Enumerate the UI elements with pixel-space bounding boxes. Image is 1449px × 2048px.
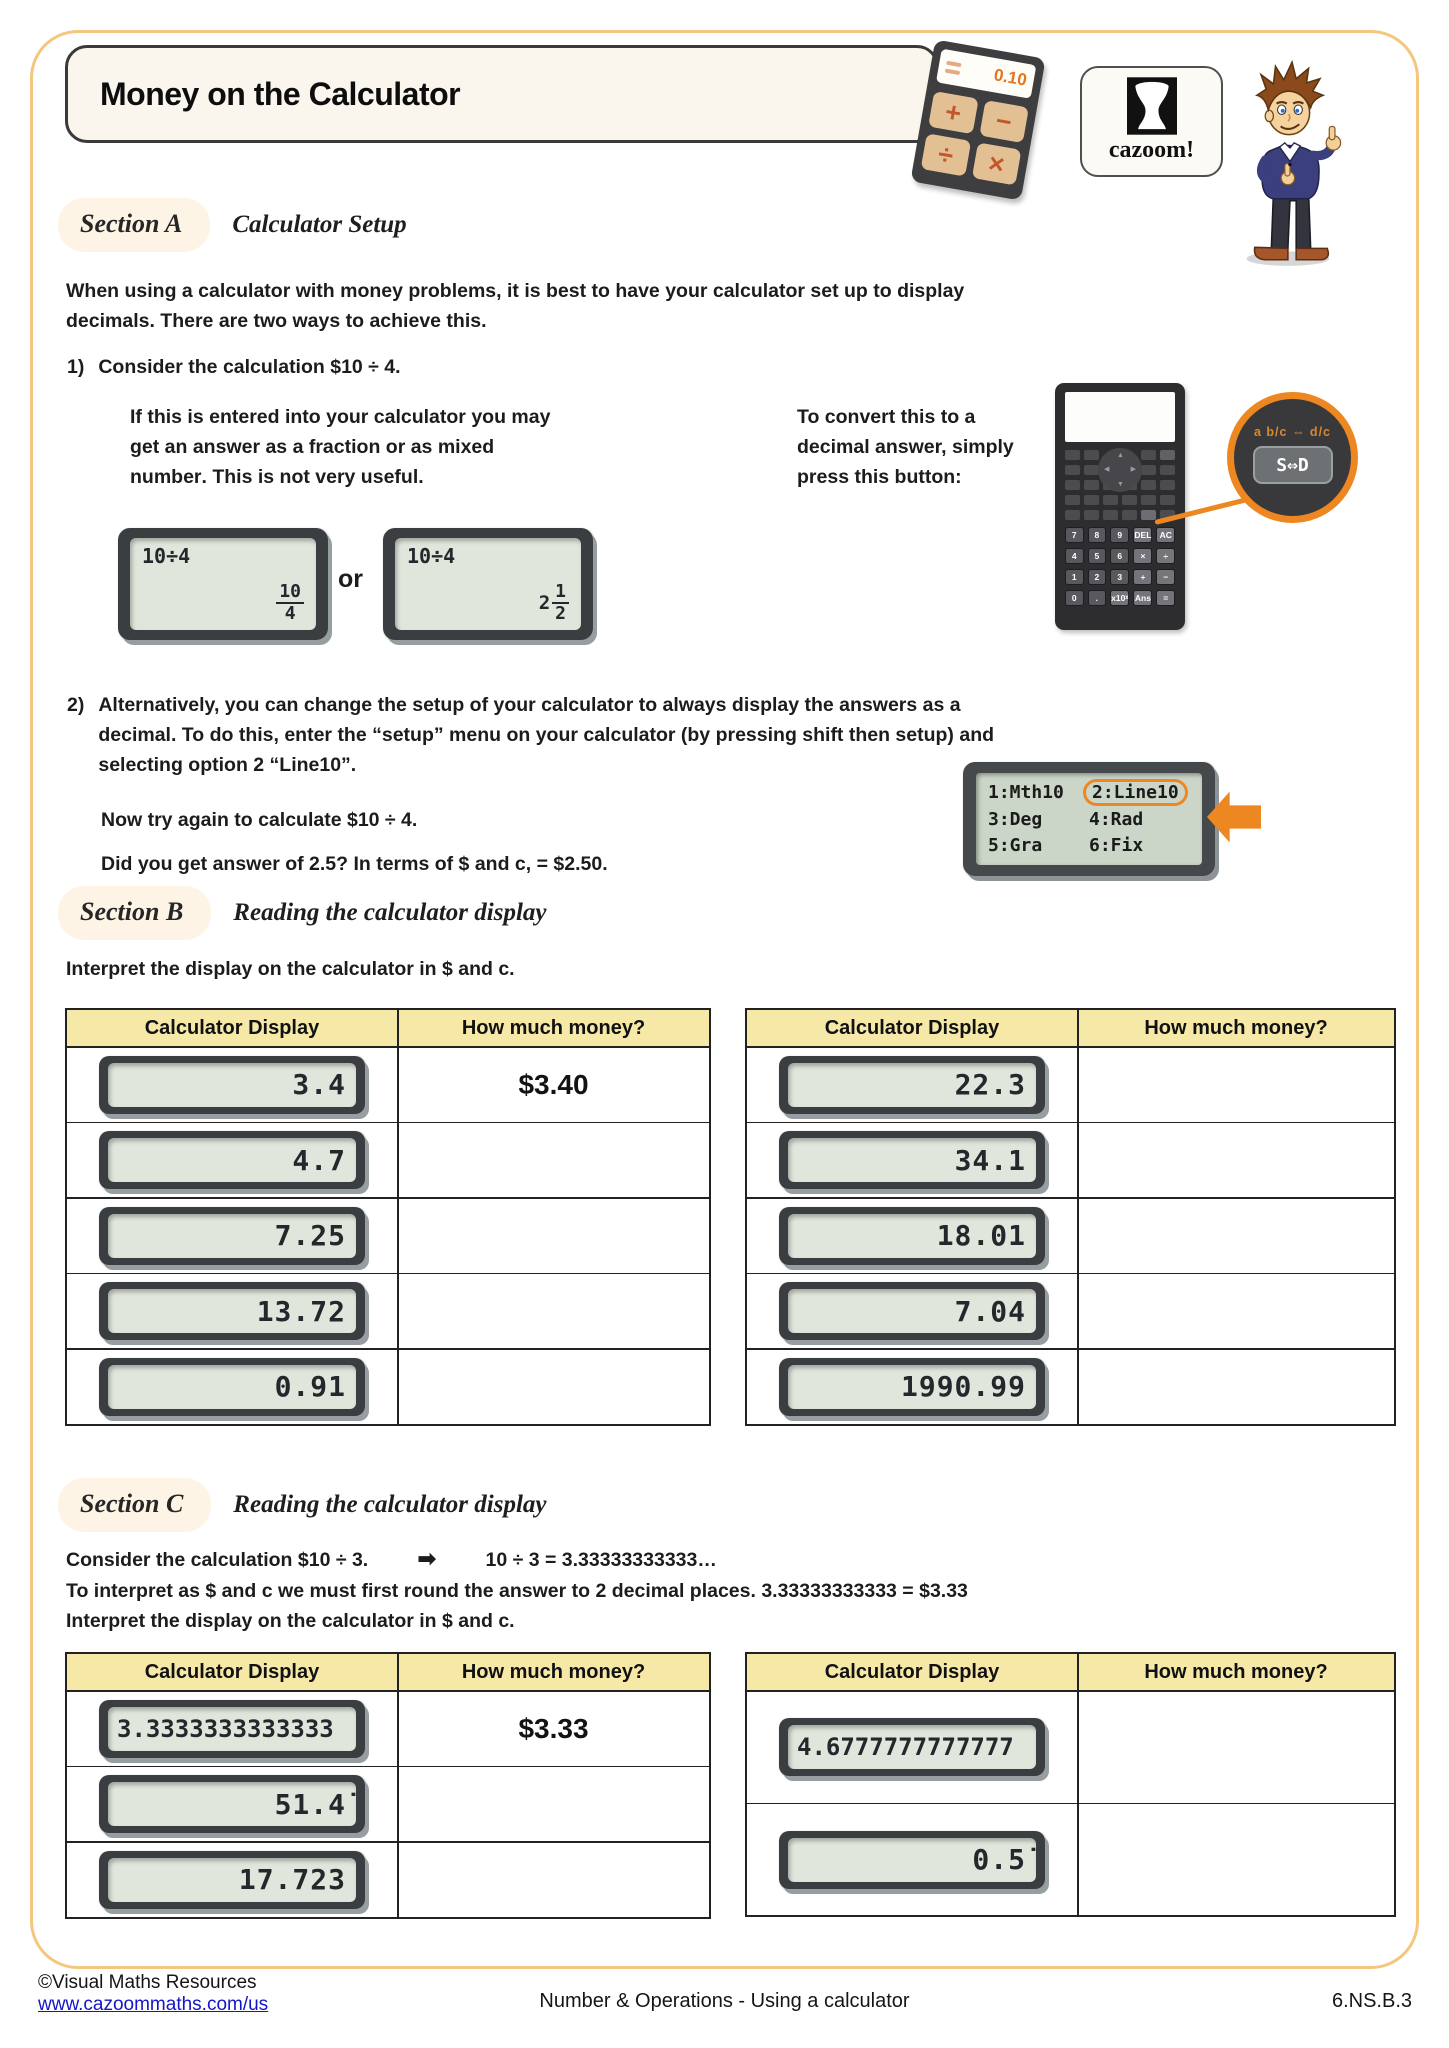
column-header-display: Calculator Display <box>747 1010 1077 1046</box>
calculator-display <box>99 1775 365 1833</box>
section-b-heading: Reading the calculator display <box>233 899 547 926</box>
answer-cell[interactable] <box>1079 1804 1394 1915</box>
section-a-label: Section A <box>58 198 210 252</box>
footer-url-link[interactable]: www.cazoommaths.com/us <box>38 1994 269 2015</box>
menu-item-rad: 4:Rad <box>1089 808 1144 830</box>
answer-cell[interactable] <box>399 1274 709 1348</box>
dpad: ▲ ▼ ◀ ▶ <box>1098 448 1142 492</box>
item-2-line2: Now try again to calculate $10 ÷ 4. <box>101 808 418 831</box>
item-1-body-text: . This is not very useful. <box>201 466 424 489</box>
setup-menu-screen <box>976 773 1202 865</box>
c-line1-result: 10 ÷ 3 = 3.33333333333… <box>485 1549 717 1571</box>
answer-cell[interactable] <box>399 1767 709 1841</box>
calculator-display-fraction <box>118 528 328 640</box>
item-1-body-text: If this is entered into your calculator you may get an answer as a <box>130 406 551 459</box>
divide-key-icon: ÷ <box>921 133 971 176</box>
calculator-display <box>779 1358 1045 1416</box>
display-value: 0.5̇ <box>972 1843 1026 1876</box>
display-value: 3.3333333333333 <box>117 1714 334 1743</box>
calculator-display <box>779 1131 1045 1189</box>
bold-word-fraction: fraction <box>308 436 381 459</box>
calculator-icon-screen <box>936 49 1036 99</box>
section-c-line2: To interpret as $ and c we must first round the answer to 2 decimal places. 3.33333333333 = $3.33 <box>66 1580 968 1603</box>
display-value: 51.4̇ <box>274 1787 346 1821</box>
calculator-display <box>99 1851 365 1909</box>
section-b-label: Section B <box>58 886 211 940</box>
calculator-display <box>99 1207 365 1265</box>
section-c-text <box>66 1542 1396 1637</box>
display-value: 0.91 <box>274 1370 346 1403</box>
key-minus: − <box>1156 569 1175 585</box>
answer-cell[interactable] <box>399 1048 709 1122</box>
logo-text: cazoom! <box>1108 137 1195 163</box>
display-mixed-result <box>407 582 569 624</box>
sd-button: S⇔D <box>1253 446 1333 484</box>
key-equals: = <box>1156 590 1175 606</box>
calculator-display <box>779 1056 1045 1114</box>
item-2-number: 2) <box>67 694 85 716</box>
key-5: 5 <box>1088 548 1107 564</box>
key-4: 4 <box>1065 548 1084 564</box>
item-1 <box>67 352 401 382</box>
section-a-header <box>58 198 407 252</box>
item-1-body-text: or as <box>380 436 438 459</box>
key-9: 9 <box>1110 527 1129 543</box>
key-ans: Ans <box>1133 590 1152 606</box>
section-c-right-table <box>745 1652 1396 1917</box>
key-del: DEL <box>1133 527 1152 543</box>
key-decimal: . <box>1088 590 1107 606</box>
section-a-intro: When using a calculator with money problems, it is best to have your calculator set up to display decimals. There are two ways to achieve this. <box>66 280 965 333</box>
answer-cell[interactable] <box>399 1843 709 1917</box>
key-1: 1 <box>1065 569 1084 585</box>
section-b-header <box>58 886 547 940</box>
denominator: 2 <box>555 603 566 625</box>
section-c-heading: Reading the calculator display <box>233 1491 547 1518</box>
mascot-boy <box>1232 56 1350 268</box>
footer-copyright: ©Visual Maths Resources <box>38 1972 257 1993</box>
calculator-display <box>779 1831 1045 1889</box>
key-6: 6 <box>1110 548 1129 564</box>
section-b-left-table <box>65 1008 711 1426</box>
column-header-money: How much money? <box>1079 1010 1394 1046</box>
calculator-display <box>99 1358 365 1416</box>
key-8: 8 <box>1088 527 1107 543</box>
answer-cell[interactable] <box>399 1692 709 1766</box>
money-answer: $3.33 <box>518 1712 589 1744</box>
item-2-text: Alternatively, you can change the setup of your calculator to always display the answers as a decimal. To do this, enter the “setup” menu on your calculator (by pressing shift then setup) and selecting option 2 “Line10”. <box>98 694 995 777</box>
section-c-left-table <box>65 1652 711 1919</box>
key-exp: x10ˣ <box>1110 590 1129 606</box>
money-answer: $3.40 <box>518 1068 589 1100</box>
display-value: 7.04 <box>954 1294 1026 1328</box>
answer-cell[interactable] <box>1079 1274 1394 1348</box>
display-value: 4.7 <box>292 1143 346 1177</box>
column-header-display: Calculator Display <box>747 1654 1077 1690</box>
drum-logo-icon <box>1127 77 1177 135</box>
calculator-display <box>99 1282 365 1340</box>
key-2: 2 <box>1088 569 1107 585</box>
calculator-display <box>99 1056 365 1114</box>
footer-standard-code: 6.NS.B.3 <box>1331 1990 1412 2012</box>
answer-cell[interactable] <box>1079 1692 1394 1803</box>
function-keys <box>1065 450 1175 520</box>
column-header-money: How much money? <box>1079 1654 1394 1690</box>
display-value: 13.72 <box>256 1294 346 1328</box>
footer-center: Number & Operations - Using a calculator <box>539 1990 910 2012</box>
section-b-right-table <box>745 1008 1396 1426</box>
whole-number: 2 <box>538 592 551 615</box>
section-c-line3: Interpret the display on the calculator in $ and c. <box>66 1610 515 1633</box>
title-box <box>65 45 939 143</box>
denominator: 4 <box>284 603 296 625</box>
calculator-icon-value: 0.10 <box>992 65 1029 90</box>
key-ac: AC <box>1156 527 1175 543</box>
column-header-display: Calculator Display <box>67 1654 397 1690</box>
number-pad <box>1065 527 1175 606</box>
answer-cell[interactable] <box>399 1123 709 1197</box>
calculator-display <box>779 1282 1045 1340</box>
menu-item-gra: 5:Gra <box>988 834 1043 856</box>
display-value: 4.6777777777777 <box>797 1733 1014 1761</box>
answer-cell[interactable] <box>399 1350 709 1424</box>
cazoom-logo <box>1080 66 1223 177</box>
section-b-instruction: Interpret the display on the calculator in $ and c. <box>66 958 515 980</box>
key-0: 0 <box>1065 590 1084 606</box>
display-expression: 10÷4 <box>142 544 191 568</box>
or-label: or <box>338 565 363 593</box>
display-value: 17.723 <box>238 1863 346 1896</box>
answer-cell[interactable] <box>399 1199 709 1273</box>
item-1-text: Consider the calculation $10 ÷ 4. <box>98 356 401 378</box>
display-value: 34.1 <box>954 1143 1026 1177</box>
convert-note: To convert this to a decimal answer, simply press this button: <box>797 406 1014 489</box>
display-value: 1990.99 <box>900 1370 1026 1403</box>
column-header-display: Calculator Display <box>67 1010 397 1046</box>
key-plus: + <box>1133 569 1152 585</box>
section-a-heading: Calculator Setup <box>232 211 407 238</box>
answer-cell[interactable] <box>1079 1123 1394 1197</box>
display-value: 18.01 <box>936 1219 1026 1252</box>
calculator-display-mixed <box>383 528 593 640</box>
calculator-screen <box>1065 392 1175 442</box>
display-fraction-result <box>142 582 304 624</box>
key-3: 3 <box>1110 569 1129 585</box>
setup-menu-display <box>963 762 1215 876</box>
plus-key-icon: + <box>928 91 978 134</box>
scientific-calculator <box>1055 383 1185 630</box>
menu-item-fix: 6:Fix <box>1089 834 1144 856</box>
key-multiply: × <box>1133 548 1152 564</box>
item-2 <box>67 690 1027 879</box>
display-expression: 10÷4 <box>407 544 456 568</box>
menu-item-line10-highlighted: 2:Line10 <box>1083 779 1188 806</box>
multiply-key-icon: × <box>971 142 1021 185</box>
magnifier-circle <box>1227 392 1358 523</box>
key-7: 7 <box>1065 527 1084 543</box>
calculator-display <box>779 1207 1045 1265</box>
page-title: Money on the Calculator <box>100 75 461 112</box>
answer-cell[interactable] <box>1079 1350 1394 1424</box>
answer-cell[interactable] <box>1079 1048 1394 1122</box>
section-c-line1 <box>66 1542 1396 1576</box>
bold-word-mixed-number: mixed number <box>130 436 495 489</box>
calculator-display <box>99 1700 365 1758</box>
column-header-money: How much money? <box>399 1010 709 1046</box>
calculator-display <box>779 1718 1045 1776</box>
item-1-number: 1) <box>67 356 85 378</box>
section-c-header <box>58 1478 547 1532</box>
calculator-display <box>99 1131 365 1189</box>
numerator: 1 <box>552 582 569 604</box>
display-value: 22.3 <box>954 1068 1026 1101</box>
numerator: 10 <box>276 582 304 604</box>
fraction-decimal-hint: a b/c ⇔ d/c <box>1254 425 1331 439</box>
calculator-icon-dashes <box>944 57 962 79</box>
item-2-line3: Did you get answer of 2.5? In terms of $ and c, = $2.50. <box>101 852 608 875</box>
minus-key-icon: − <box>979 100 1029 143</box>
section-c-label: Section C <box>58 1478 211 1532</box>
c-line1-text: Consider the calculation $10 ÷ 3. <box>66 1549 369 1571</box>
display-value: 3.4 <box>292 1068 346 1101</box>
right-arrow-icon: ➡ <box>417 1546 437 1571</box>
menu-item-mth10: 1:Mth10 <box>988 782 1064 804</box>
key-divide: ÷ <box>1156 548 1175 564</box>
answer-cell[interactable] <box>1079 1199 1394 1273</box>
item-1-body <box>130 402 575 493</box>
display-value: 7.25 <box>274 1219 346 1252</box>
column-header-money: How much money? <box>399 1654 709 1690</box>
menu-item-deg: 3:Deg <box>988 808 1043 830</box>
